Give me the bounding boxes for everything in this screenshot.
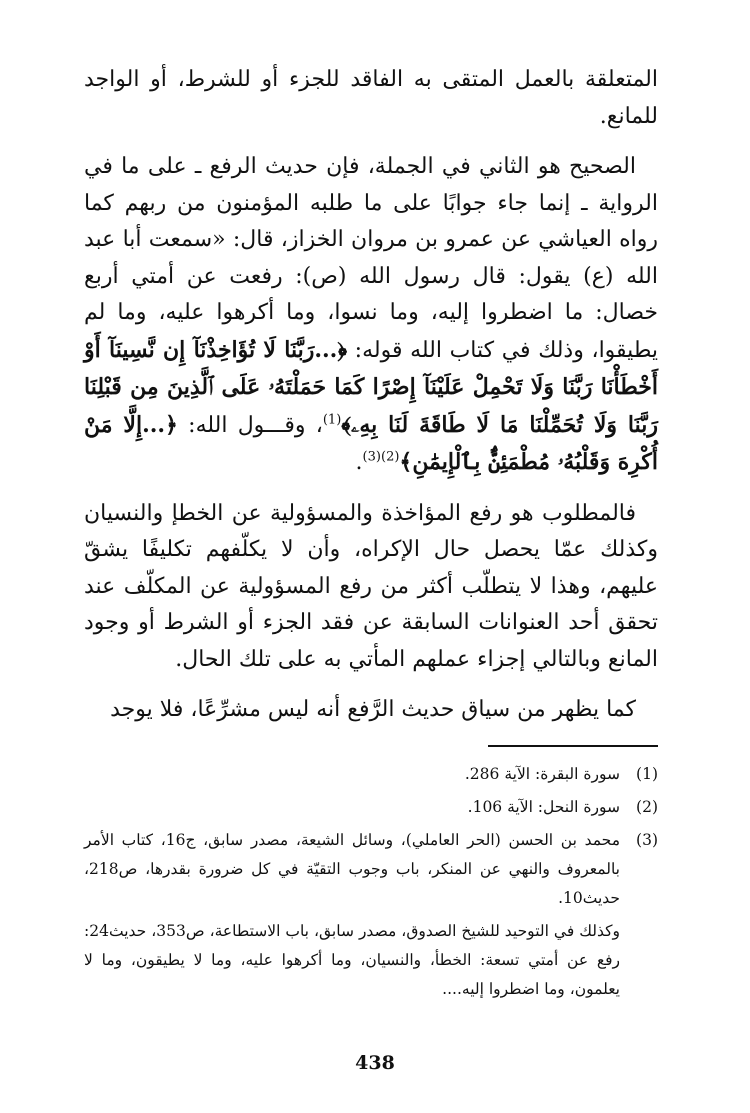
footnote-3-continuation: وكذلك في التوحيد للشيخ الصدوق، مصدر سابق، باب الاستطاعة، ص353، حديث24: رفع عن أمتي تسعة: الخطأ، والنسيان، وما أكرهوا عليه، وما لا يطيقون، وما لا يعلمون، وما اضطروا إليه.... xyxy=(84,922,621,998)
paragraph-context: كما يظهر من سياق حديث الرَّفع أنه ليس مشرِّعًا، فلا يوجد xyxy=(110,697,636,722)
hadith-text: الصحيح هو الثاني في الجملة، فإن حديث الرفع ـ على ما في الرواية ـ إنما جاء جوابًا على ما طلبه المؤمنون من ربهم كما رواه العياشي عن عمرو بن مروان الخزاز، قال: «سمعت أبا عبد الله (ع) يقول: قال رسول الله (ص): رفعت عن أمتي أربع خصال: ما اضطروا إليه، وما نسوا، وما أكرهوا عليه، وما لم يطيقوا، وذلك في كتاب الله قوله: xyxy=(84,154,658,363)
footnote-text: محمد بن الحسن (الحر العاملي)، وسائل الشيعة، مصدر سابق، ج16، كتاب الأمر بالمعروف والنهي عن المنكر، باب وجوب التقيّة في كل ضرورة بقدرها، ص218، حديث10. xyxy=(84,831,620,907)
footnotes xyxy=(84,760,658,1004)
footnote-number: (1) xyxy=(636,765,658,783)
footnote-number: (3) xyxy=(636,831,658,849)
footnote-2 xyxy=(84,793,658,822)
paragraph-conclusion: فالمطلوب هو رفع المؤاخذة والمسؤولية عن الخطإ والنسيان وكذلك عمّا يحصل حال الإكراه، وأن لا يكلّفهم تكليفًا يشقّ عليهم، وهذا لا يتطلّب أكثر من رفع المسؤولية عن المكلّف عند تحقق أحد العنوانات السابقة عن فقد الجزء أو الشرط أو وجود المانع وبالتالي إجزاء عملهم المأتي به على تلك الحال. xyxy=(84,500,658,672)
footnote-separator xyxy=(488,745,658,747)
quran-verse-nahl: ﴿...إِلَّا مَنْ أُكْرِهَ وَقَلْبُهُۥ مُطْمَئِنٌّۢ بِٱلْإِيمَٰنِ﴾ xyxy=(84,411,658,475)
footnote-ref-1: (1) xyxy=(322,412,342,428)
footnote-ref-2-3: (2)(3) xyxy=(362,449,400,465)
quran-verse-baqara: ﴿...رَبَّنَا لَا تُؤَاخِذْنَآ إِن نَّسِينَآ أَوْ أَخْطَأْنَا رَبَّنَا وَلَا تَحْمِلْ عَلَيْنَآ إِصْرًا كَمَا حَمَلْتَهُۥ عَلَى ٱلَّذِينَ مِن قَبْلِنَا رَبَّنَا وَلَا تُحَمِّلْنَا مَا لَا طَاقَةَ لَنَا بِهِۦ﴾ xyxy=(84,336,659,438)
footnote-1 xyxy=(84,760,658,789)
page-number: 438 xyxy=(355,1052,395,1074)
footnote-text: سورة النحل: الآية 106. xyxy=(467,798,620,816)
paragraph-hadith xyxy=(84,149,658,482)
footnote-number: (2) xyxy=(636,798,658,816)
footnote-3 xyxy=(84,826,658,913)
hadith-connector: ، وقـــول الله: xyxy=(177,412,323,438)
paragraph-continuation: المتعلقة بالعمل المتقى به الفاقد للجزء أو للشرط، أو الواجد للمانع. xyxy=(84,67,658,129)
hadith-end: . xyxy=(355,450,363,475)
footnote-text: سورة البقرة: الآية 286. xyxy=(464,765,620,783)
main-text xyxy=(84,62,658,743)
